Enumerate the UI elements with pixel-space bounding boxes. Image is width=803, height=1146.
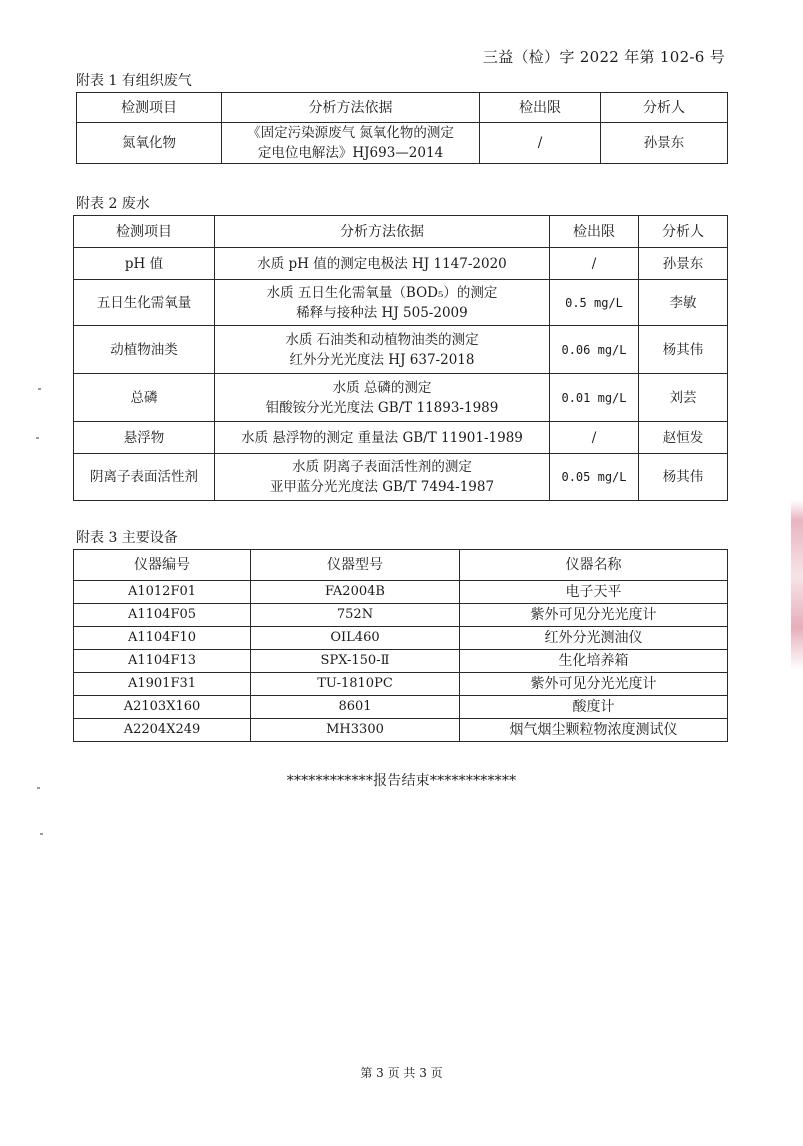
method-line: 钼酸铵分光光度法 GB/T 11893-1989 bbox=[265, 399, 499, 416]
instrument-name-cell: 紫外可见分光光度计 bbox=[460, 604, 728, 627]
analyst-cell: 孙景东 bbox=[639, 248, 728, 280]
instrument-id-cell: A1104F13 bbox=[74, 650, 251, 673]
analyst-cell: 杨其伟 bbox=[639, 454, 728, 501]
item-cell: 总磷 bbox=[74, 374, 215, 422]
method-line: 水质 阴离子表面活性剂的测定 bbox=[292, 459, 472, 475]
instrument-id-cell: A1901F31 bbox=[74, 673, 251, 696]
instrument-id-cell: A2103X160 bbox=[74, 696, 251, 719]
header-cell: 检测项目 bbox=[77, 93, 222, 123]
instrument-model-cell: TU-1810PC bbox=[251, 673, 460, 696]
table1-caption: 附表 1 有组织废气 bbox=[76, 73, 192, 89]
item-cell: pH 值 bbox=[74, 248, 215, 280]
header-cell: 检出限 bbox=[550, 216, 639, 248]
table-row bbox=[74, 422, 728, 454]
analyst-cell: 孙景东 bbox=[601, 123, 728, 164]
limit-cell: 0.5 mg/L bbox=[550, 280, 639, 326]
document-number: 三益（检）字 2022 年第 102-6 号 bbox=[482, 48, 725, 66]
method-line: 水质 总磷的测定 bbox=[332, 379, 432, 396]
instrument-id-cell: A1104F10 bbox=[74, 627, 251, 650]
table-row bbox=[74, 581, 728, 604]
method-line: 水质 五日生化需氧量（BOD₅）的测定 bbox=[266, 284, 498, 301]
table-header-row bbox=[74, 550, 728, 581]
report-end-marker: ************报告结束************ bbox=[286, 773, 517, 789]
limit-cell: 0.06 mg/L bbox=[550, 326, 639, 374]
method-line: 稀释与接种法 HJ 505-2009 bbox=[296, 304, 468, 321]
scan-speck bbox=[38, 388, 41, 390]
instrument-id-cell: A2204X249 bbox=[74, 719, 251, 742]
item-cell: 动植物油类 bbox=[74, 326, 215, 374]
instrument-model-cell: MH3300 bbox=[251, 719, 460, 742]
header-cell: 分析方法依据 bbox=[215, 216, 550, 248]
table2-caption: 附表 2 废水 bbox=[76, 196, 150, 212]
header-cell: 仪器编号 bbox=[74, 550, 251, 581]
method-line: 《固定污染源废气 氮氧化物的测定 bbox=[247, 125, 454, 141]
table-row bbox=[74, 650, 728, 673]
header-cell: 仪器名称 bbox=[460, 550, 728, 581]
instrument-model-cell: 8601 bbox=[251, 696, 460, 719]
limit-cell: 0.05 mg/L bbox=[550, 454, 639, 501]
instrument-model-cell: OIL460 bbox=[251, 627, 460, 650]
header-cell: 检出限 bbox=[480, 93, 601, 123]
instrument-name-cell: 红外分光测油仪 bbox=[460, 627, 728, 650]
table-row bbox=[74, 280, 728, 326]
method-cell bbox=[215, 248, 550, 280]
instrument-name-cell: 烟气烟尘颗粒物浓度测试仪 bbox=[460, 719, 728, 742]
table-header-row bbox=[74, 216, 728, 248]
table-row bbox=[77, 123, 728, 164]
method-line: 水质 石油类和动植物油类的测定 bbox=[285, 331, 479, 348]
header-cell: 分析方法依据 bbox=[222, 93, 480, 123]
table1-organized-exhaust bbox=[76, 92, 728, 164]
table-row bbox=[74, 719, 728, 742]
table-row bbox=[74, 604, 728, 627]
table3-main-equipment bbox=[73, 549, 728, 742]
table-row bbox=[74, 673, 728, 696]
item-cell: 悬浮物 bbox=[74, 422, 215, 454]
method-cell bbox=[215, 326, 550, 374]
table-row bbox=[74, 627, 728, 650]
table-header-row bbox=[77, 93, 728, 123]
analyst-cell: 赵恒发 bbox=[639, 422, 728, 454]
table-row bbox=[74, 696, 728, 719]
limit-cell: / bbox=[550, 248, 639, 280]
table-row bbox=[74, 374, 728, 422]
item-cell: 阴离子表面活性剂 bbox=[74, 454, 215, 501]
instrument-name-cell: 生化培养箱 bbox=[460, 650, 728, 673]
table-row bbox=[74, 454, 728, 501]
instrument-model-cell: FA2004B bbox=[251, 581, 460, 604]
instrument-id-cell: A1104F05 bbox=[74, 604, 251, 627]
method-line: 亚甲蓝分光光度法 GB/T 7494-1987 bbox=[269, 479, 495, 495]
header-cell: 检测项目 bbox=[74, 216, 215, 248]
instrument-model-cell: SPX-150-Ⅱ bbox=[251, 650, 460, 673]
limit-cell: / bbox=[550, 422, 639, 454]
header-cell: 分析人 bbox=[639, 216, 728, 248]
method-cell bbox=[215, 422, 550, 454]
method-cell bbox=[215, 374, 550, 422]
method-cell bbox=[222, 123, 480, 164]
method-line: 定电位电解法》HJ693—2014 bbox=[257, 145, 444, 161]
table3-caption: 附表 3 主要设备 bbox=[76, 530, 178, 546]
limit-cell: 0.01 mg/L bbox=[550, 374, 639, 422]
analyst-cell: 李敏 bbox=[639, 280, 728, 326]
method-cell bbox=[215, 280, 550, 326]
scan-speck bbox=[37, 787, 40, 789]
header-cell: 仪器型号 bbox=[251, 550, 460, 581]
scan-speck bbox=[36, 437, 39, 439]
instrument-id-cell: A1012F01 bbox=[74, 581, 251, 604]
page-footer: 第 3 页 共 3 页 bbox=[360, 1066, 443, 1080]
method-line: 水质 pH 值的测定电极法 HJ 1147-2020 bbox=[257, 255, 507, 272]
table-row bbox=[74, 326, 728, 374]
limit-cell: / bbox=[480, 123, 601, 164]
scan-speck bbox=[40, 833, 43, 835]
instrument-model-cell: 752N bbox=[251, 604, 460, 627]
instrument-name-cell: 紫外可见分光光度计 bbox=[460, 673, 728, 696]
instrument-name-cell: 酸度计 bbox=[460, 696, 728, 719]
table-row bbox=[74, 248, 728, 280]
analyst-cell: 杨其伟 bbox=[639, 326, 728, 374]
item-cell: 氮氧化物 bbox=[77, 123, 222, 164]
item-cell: 五日生化需氧量 bbox=[74, 280, 215, 326]
seal-stamp-edge bbox=[791, 500, 803, 670]
instrument-name-cell: 电子天平 bbox=[460, 581, 728, 604]
method-line: 红外分光光度法 HJ 637-2018 bbox=[289, 351, 475, 368]
method-cell bbox=[215, 454, 550, 501]
analyst-cell: 刘芸 bbox=[639, 374, 728, 422]
header-cell: 分析人 bbox=[601, 93, 728, 123]
table2-wastewater bbox=[73, 215, 728, 501]
method-line: 水质 悬浮物的测定 重量法 GB/T 11901-1989 bbox=[241, 429, 523, 446]
